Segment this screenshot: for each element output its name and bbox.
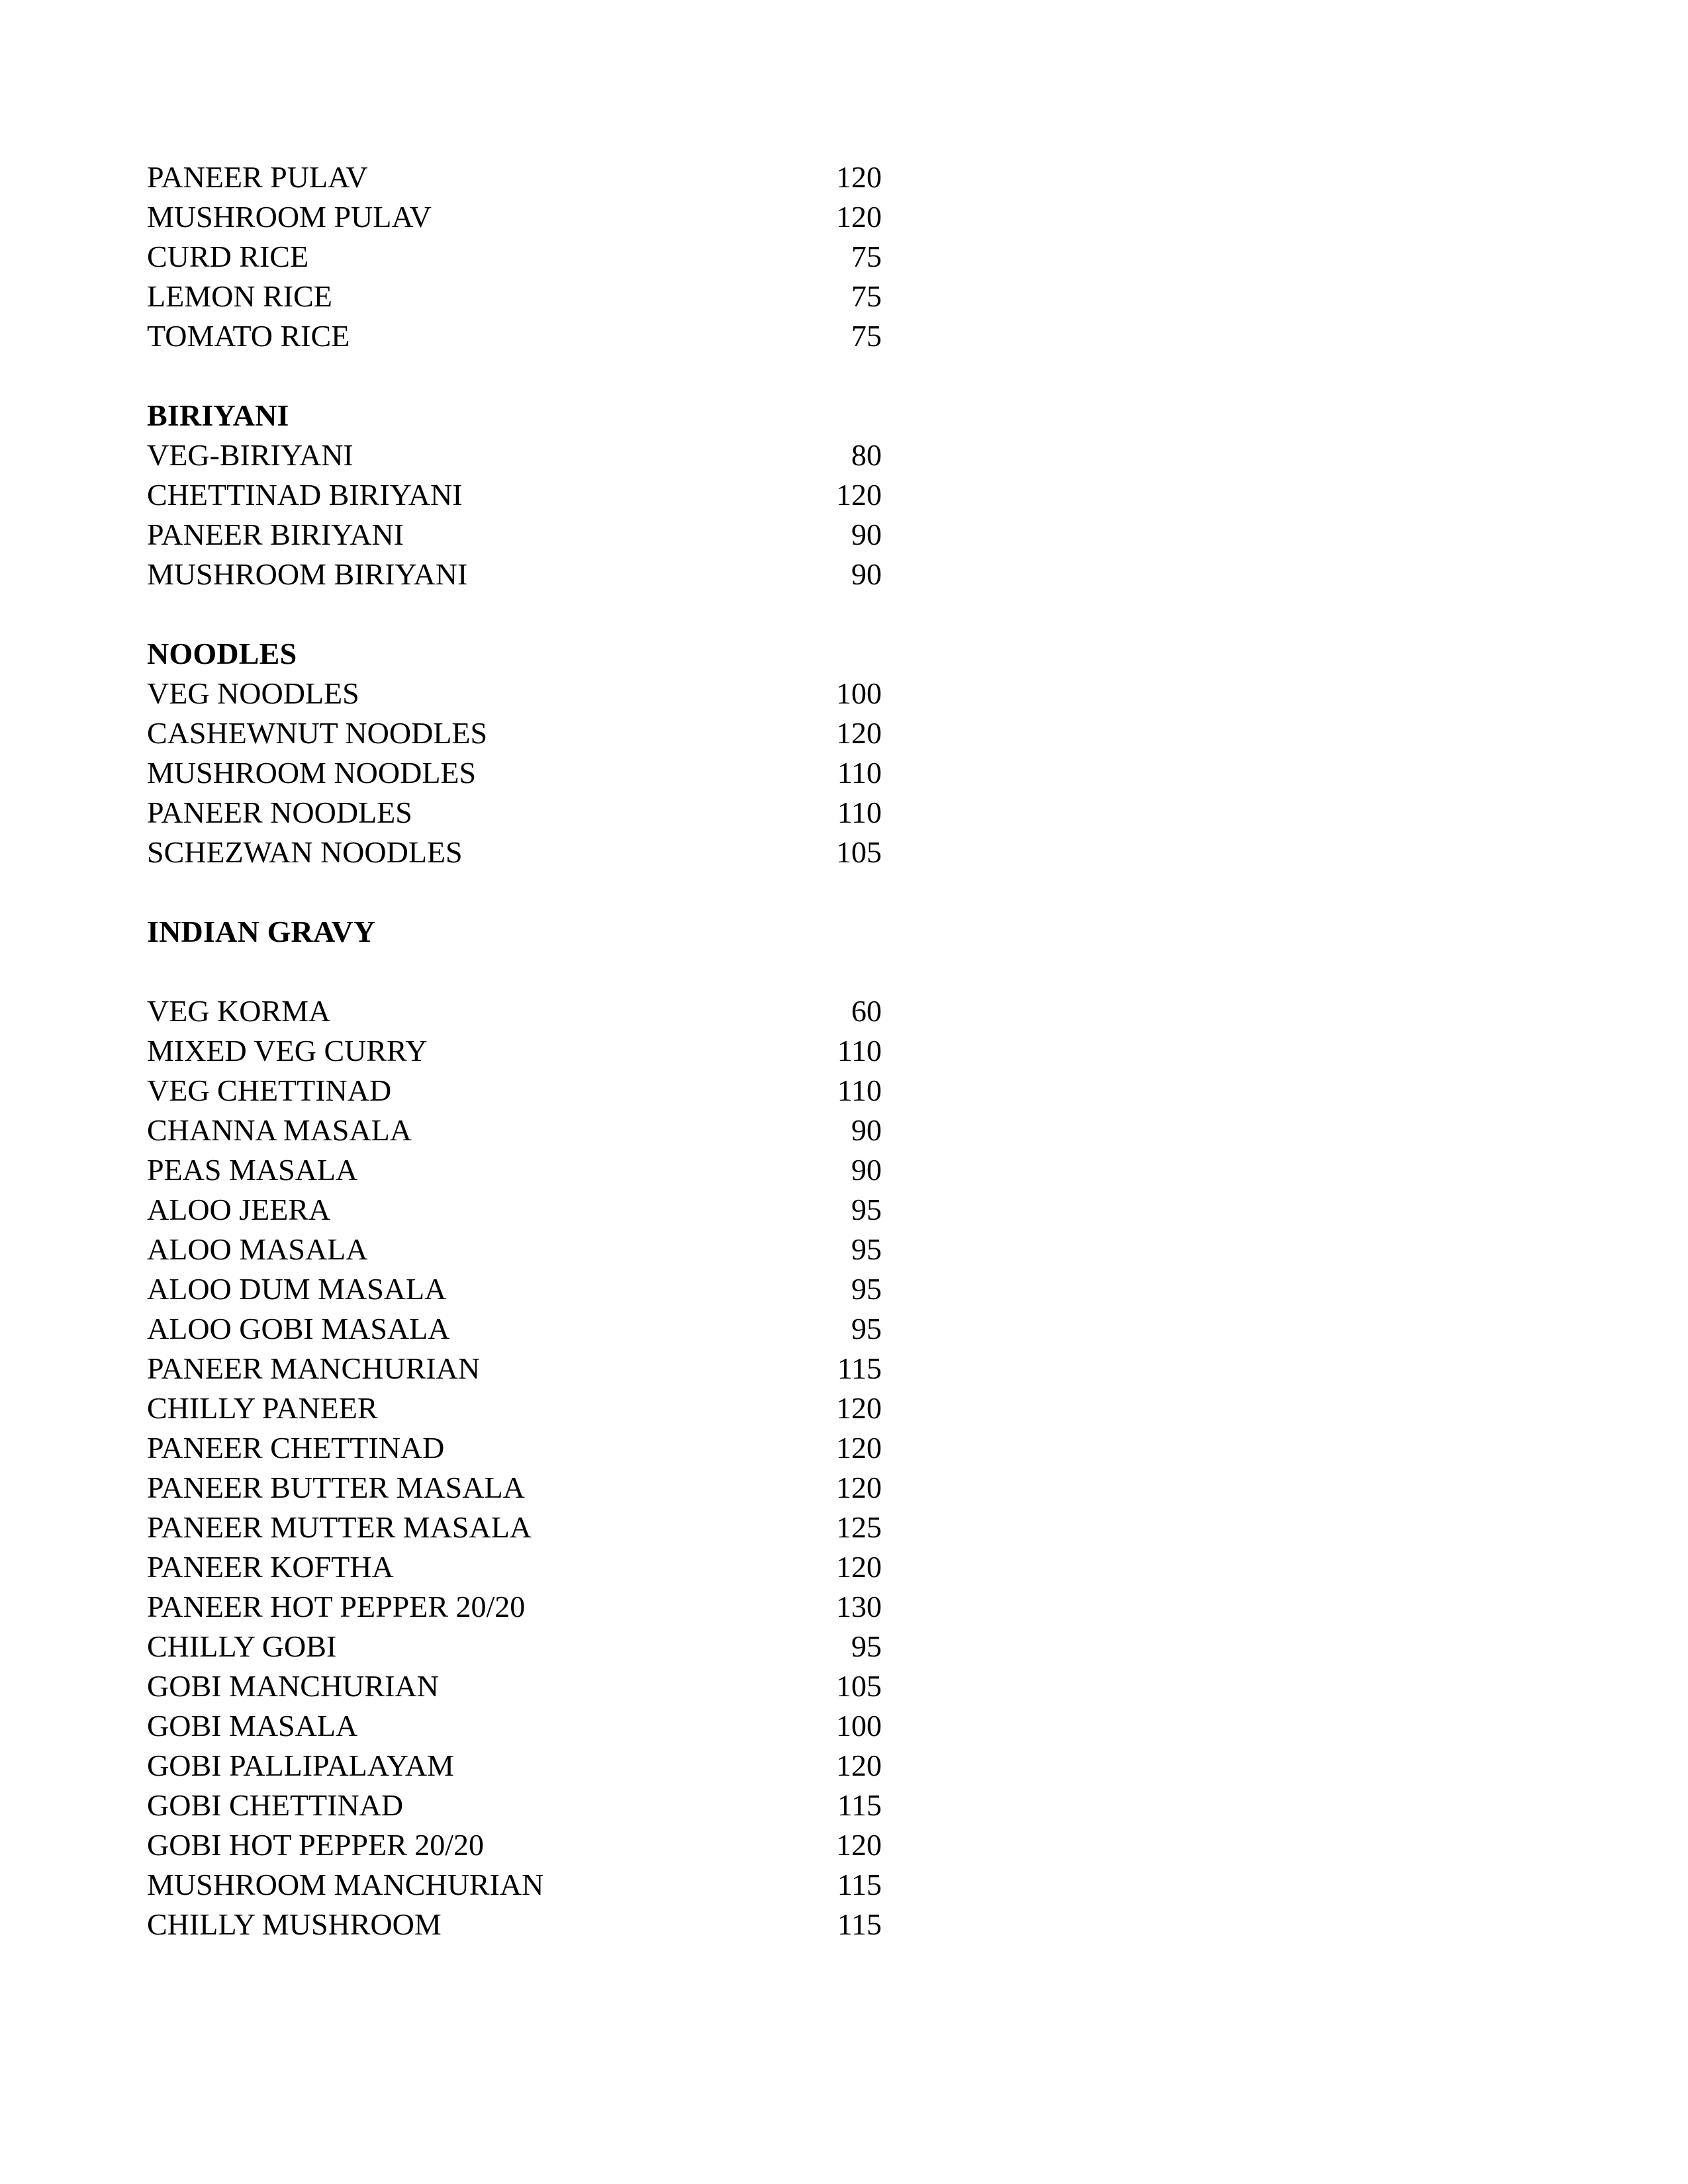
menu-item-name: PANEER BIRIYANI (147, 518, 404, 551)
menu-item-price: 95 (851, 1272, 882, 1306)
menu-item-name: PANEER MUTTER MASALA (147, 1510, 532, 1544)
menu-item-price: 110 (837, 756, 882, 790)
menu-content (147, 158, 882, 1944)
menu-item (147, 1547, 882, 1587)
menu-item-name: PANEER KOFTHA (147, 1550, 394, 1584)
menu-item (147, 1428, 882, 1468)
menu-item-price: 95 (851, 1629, 882, 1663)
menu-item (147, 991, 882, 1031)
menu-item-name: PANEER MANCHURIAN (147, 1351, 481, 1385)
menu-item (147, 1746, 882, 1786)
menu-item-price: 120 (836, 1828, 882, 1862)
menu-item (147, 1388, 882, 1428)
menu-item-price: 105 (836, 1669, 882, 1703)
menu-item-price: 100 (836, 676, 882, 710)
menu-item-price: 90 (851, 1113, 882, 1147)
menu-item (147, 1825, 882, 1865)
menu-item (147, 1905, 882, 1944)
section-separator (147, 872, 882, 912)
menu-item (147, 1190, 882, 1230)
menu-item-price: 110 (837, 1034, 882, 1068)
menu-item (147, 1150, 882, 1190)
menu-item (147, 1468, 882, 1508)
menu-item (147, 515, 882, 555)
section-heading-spacer (147, 952, 882, 991)
menu-item-name: GOBI CHETTINAD (147, 1788, 404, 1822)
menu-item-price: 75 (851, 319, 882, 353)
menu-item-price: 60 (851, 994, 882, 1028)
menu-section-biriyani (147, 396, 882, 594)
menu-section-rice-continued (147, 158, 882, 356)
menu-item-price: 75 (851, 240, 882, 273)
menu-item-name: ALOO MASALA (147, 1232, 368, 1266)
menu-item-name: VEG-BIRIYANI (147, 438, 353, 472)
menu-item-name: GOBI HOT PEPPER 20/20 (147, 1828, 485, 1862)
menu-item-price: 120 (836, 1749, 882, 1782)
menu-item-price: 120 (836, 716, 882, 750)
menu-item (147, 1587, 882, 1627)
menu-item-price: 125 (836, 1510, 882, 1544)
menu-item (147, 1230, 882, 1269)
menu-item (147, 1031, 882, 1071)
menu-item-name: PANEER PULAV (147, 160, 368, 194)
menu-item-name: PANEER BUTTER MASALA (147, 1471, 525, 1504)
menu-item (147, 753, 882, 793)
section-heading: NOODLES (147, 637, 297, 670)
menu-item-price: 90 (851, 518, 882, 551)
menu-item (147, 158, 882, 197)
menu-item-price: 120 (836, 478, 882, 512)
menu-item (147, 1865, 882, 1905)
menu-item-name: VEG NOODLES (147, 676, 359, 710)
section-heading: BIRIYANI (147, 398, 289, 432)
menu-item (147, 833, 882, 872)
menu-item-price: 115 (837, 1351, 882, 1385)
menu-item-price: 110 (837, 796, 882, 829)
menu-item-name: GOBI PALLIPALAYAM (147, 1749, 454, 1782)
menu-item-name: MIXED VEG CURRY (147, 1034, 428, 1068)
menu-item-price: 90 (851, 557, 882, 591)
menu-item (147, 1786, 882, 1825)
menu-item-name: MUSHROOM NOODLES (147, 756, 477, 790)
menu-item (147, 316, 882, 356)
menu-item (147, 1666, 882, 1706)
menu-item-name: MUSHROOM MANCHURIAN (147, 1868, 544, 1901)
menu-item-name: CHANNA MASALA (147, 1113, 412, 1147)
menu-item (147, 793, 882, 833)
menu-item-price: 95 (851, 1232, 882, 1266)
menu-item (147, 237, 882, 277)
menu-item-name: GOBI MANCHURIAN (147, 1669, 439, 1703)
section-separator (147, 594, 882, 634)
menu-item-name: CHETTINAD BIRIYANI (147, 478, 463, 512)
menu-item-name: PANEER NOODLES (147, 796, 412, 829)
section-heading: INDIAN GRAVY (147, 915, 376, 948)
menu-item (147, 475, 882, 515)
menu-item-price: 130 (836, 1590, 882, 1623)
menu-item-name: MUSHROOM BIRIYANI (147, 557, 468, 591)
menu-item-name: VEG KORMA (147, 994, 331, 1028)
menu-item (147, 674, 882, 713)
menu-item-name: LEMON RICE (147, 279, 332, 313)
menu-item-name: CHILLY PANEER (147, 1391, 378, 1425)
menu-item-name: MUSHROOM PULAV (147, 200, 432, 234)
menu-item-name: PANEER CHETTINAD (147, 1431, 445, 1465)
menu-item-price: 95 (851, 1312, 882, 1345)
menu-item-price: 80 (851, 438, 882, 472)
menu-item-price: 120 (836, 1471, 882, 1504)
menu-item (147, 1269, 882, 1309)
menu-section-noodles (147, 634, 882, 872)
section-separator (147, 356, 882, 396)
menu-item-price: 120 (836, 1550, 882, 1584)
menu-item (147, 1508, 882, 1547)
menu-item-name: CHILLY GOBI (147, 1629, 337, 1663)
menu-item-price: 90 (851, 1153, 882, 1187)
menu-item-name: TOMATO RICE (147, 319, 350, 353)
menu-item-list (147, 674, 882, 872)
menu-item (147, 435, 882, 475)
menu-item-price: 95 (851, 1193, 882, 1226)
menu-item (147, 555, 882, 594)
menu-item-price: 120 (836, 200, 882, 234)
menu-section-indian-gravy (147, 912, 882, 1944)
menu-item (147, 1706, 882, 1746)
menu-item-price: 115 (837, 1907, 882, 1941)
menu-item-name: CASHEWNUT NOODLES (147, 716, 488, 750)
menu-item-price: 115 (837, 1788, 882, 1822)
menu-item-price: 120 (836, 1431, 882, 1465)
menu-item (147, 713, 882, 753)
menu-item-name: GOBI MASALA (147, 1709, 358, 1743)
menu-item-list (147, 158, 882, 356)
menu-item-price: 75 (851, 279, 882, 313)
menu-item-name: ALOO JEERA (147, 1193, 331, 1226)
menu-item (147, 277, 882, 316)
menu-item (147, 1309, 882, 1349)
menu-item (147, 1071, 882, 1111)
menu-item-price: 120 (836, 160, 882, 194)
menu-item-list (147, 435, 882, 594)
menu-item-price: 105 (836, 835, 882, 869)
menu-item-price: 120 (836, 1391, 882, 1425)
menu-item-list (147, 991, 882, 1944)
menu-item-price: 115 (837, 1868, 882, 1901)
menu-item-price: 100 (836, 1709, 882, 1743)
menu-item-price: 110 (837, 1073, 882, 1107)
menu-item (147, 197, 882, 237)
menu-item-name: SCHEZWAN NOODLES (147, 835, 463, 869)
menu-item-name: VEG CHETTINAD (147, 1073, 392, 1107)
menu-item (147, 1349, 882, 1388)
menu-item (147, 1111, 882, 1150)
menu-item-name: PEAS MASALA (147, 1153, 358, 1187)
menu-item-name: ALOO DUM MASALA (147, 1272, 447, 1306)
menu-item (147, 1627, 882, 1666)
menu-item-name: ALOO GOBI MASALA (147, 1312, 450, 1345)
menu-item-name: CHILLY MUSHROOM (147, 1907, 442, 1941)
menu-item-name: PANEER HOT PEPPER 20/20 (147, 1590, 526, 1623)
menu-item-name: CURD RICE (147, 240, 309, 273)
